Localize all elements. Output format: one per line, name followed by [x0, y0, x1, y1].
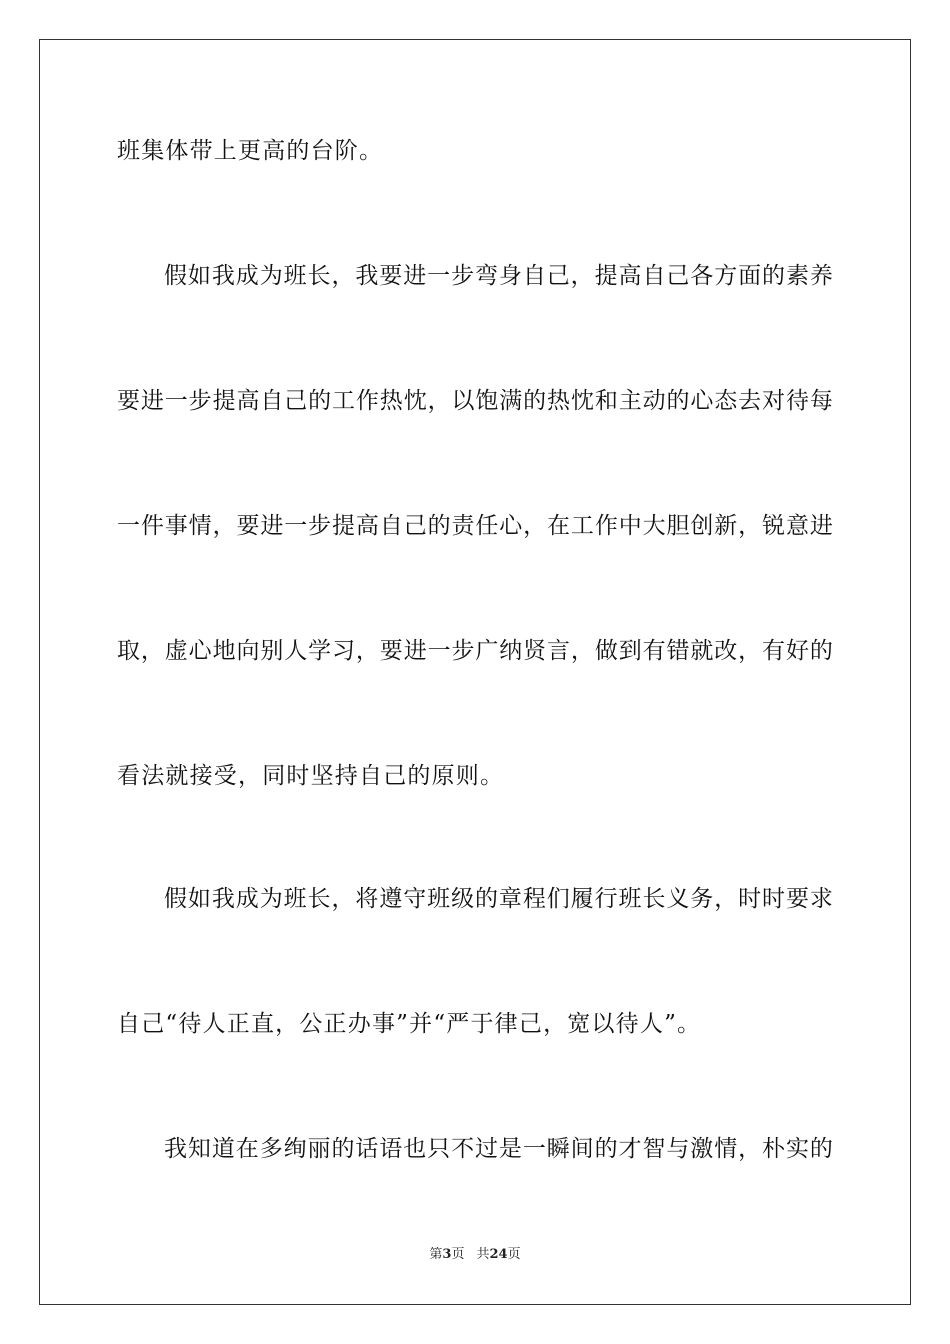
glyph: 广: [475, 638, 499, 664]
glyph: 提: [212, 388, 236, 414]
page-frame: [39, 39, 911, 1305]
glyph: 话: [355, 1136, 379, 1162]
glyph: 作: [355, 388, 379, 414]
glyph: 每: [809, 388, 833, 414]
glyph: 去: [738, 388, 762, 414]
text-line-3: [117, 386, 833, 416]
glyph: 热: [547, 388, 571, 414]
glyph: 才: [618, 1136, 642, 1162]
glyph: 心: [690, 388, 714, 414]
glyph: 过: [474, 1136, 498, 1162]
glyph: 素: [785, 263, 809, 289]
glyph: 面: [738, 263, 762, 289]
glyph: ，: [427, 388, 451, 414]
glyph: 工: [332, 388, 356, 414]
glyph: 的: [594, 1136, 618, 1162]
glyph: 错: [666, 638, 690, 664]
text-line-1: [117, 136, 833, 166]
glyph: 步: [308, 513, 332, 539]
glyph: 己: [284, 388, 308, 414]
footer-total-prefix: 共: [476, 1247, 490, 1262]
glyph: 的: [762, 263, 786, 289]
glyph: 大: [642, 513, 666, 539]
glyph: 在: [235, 1136, 259, 1162]
glyph: 间: [570, 1136, 594, 1162]
glyph: ，: [523, 513, 547, 539]
glyph: 步: [188, 388, 212, 414]
glyph: 提: [594, 263, 618, 289]
glyph: 要: [785, 886, 809, 912]
glyph: 自: [522, 263, 546, 289]
glyph: 为: [259, 263, 283, 289]
glyph: 语: [379, 1136, 403, 1162]
text-line-8: [117, 1009, 833, 1039]
glyph: 时: [762, 886, 786, 912]
glyph: 有: [642, 638, 666, 664]
glyph: 方: [714, 263, 738, 289]
glyph: 也: [403, 1136, 427, 1162]
glyph: 提: [332, 513, 356, 539]
line-text: [164, 1134, 833, 1164]
glyph: 只: [427, 1136, 451, 1162]
glyph: 对: [762, 388, 786, 414]
glyph: 道: [211, 1136, 235, 1162]
glyph: 我: [164, 1136, 187, 1162]
glyph: 地: [212, 638, 236, 664]
glyph: 以: [451, 388, 475, 414]
glyph: 言: [547, 638, 571, 664]
glyph: 胆: [666, 513, 690, 539]
glyph: 高: [618, 263, 642, 289]
glyph: 满: [499, 388, 523, 414]
page-footer: [0, 1246, 950, 1264]
glyph: 热: [379, 388, 403, 414]
glyph: 长: [307, 886, 331, 912]
glyph: 高: [355, 513, 379, 539]
glyph: 要: [117, 388, 140, 414]
glyph: 的: [308, 388, 332, 414]
glyph: 情: [714, 1136, 738, 1162]
glyph: 养: [809, 263, 833, 289]
glyph: 履: [570, 886, 594, 912]
glyph: ，: [570, 638, 594, 664]
glyph: 己: [403, 513, 427, 539]
glyph: 和: [594, 388, 618, 414]
text-line-9: [164, 1134, 833, 1164]
glyph: 级: [451, 886, 475, 912]
glyph: 习: [332, 638, 356, 664]
glyph: 心: [188, 638, 212, 664]
glyph: 一: [427, 263, 451, 289]
glyph: 做: [594, 638, 618, 664]
glyph: 进: [809, 513, 833, 539]
glyph: 的: [809, 638, 833, 664]
total-page-count: 24: [489, 1247, 508, 1262]
glyph: 任: [475, 513, 499, 539]
glyph: 要: [379, 263, 403, 289]
glyph: 己: [546, 263, 570, 289]
glyph: 班: [283, 886, 307, 912]
glyph: 瞬: [546, 1136, 570, 1162]
glyph: 忱: [403, 388, 427, 414]
text-line-7: [164, 884, 833, 914]
glyph: 新: [714, 513, 738, 539]
glyph: 动: [642, 388, 666, 414]
glyph: 身: [498, 263, 522, 289]
glyph: 待: [785, 388, 809, 414]
glyph: ，: [140, 638, 164, 664]
glyph: 工: [570, 513, 594, 539]
line-text: [117, 511, 833, 541]
glyph: 主: [618, 388, 642, 414]
glyph: 朴: [762, 1136, 786, 1162]
glyph: 多: [259, 1136, 283, 1162]
glyph: 进: [140, 388, 164, 414]
glyph: 虚: [164, 638, 188, 664]
glyph: ，: [738, 638, 762, 664]
glyph: 到: [618, 638, 642, 664]
glyph: 弯: [474, 263, 498, 289]
glyph: ，: [331, 263, 355, 289]
glyph: 纳: [499, 638, 523, 664]
glyph: 长: [307, 263, 331, 289]
glyph: 要: [236, 513, 260, 539]
line-text: 自己“待人正直，公正办事”并“严于律己，宽以待人”。: [117, 1011, 702, 1037]
glyph: 自: [260, 388, 284, 414]
glyph: 人: [284, 638, 308, 664]
glyph: 的: [523, 388, 547, 414]
glyph: 义: [666, 886, 690, 912]
glyph: 在: [547, 513, 571, 539]
glyph: 章: [498, 886, 522, 912]
glyph: 高: [236, 388, 260, 414]
glyph: 别: [260, 638, 284, 664]
glyph: 件: [140, 513, 164, 539]
glyph: 态: [714, 388, 738, 414]
glyph: 与: [666, 1136, 690, 1162]
glyph: 遵: [379, 886, 403, 912]
glyph: ，: [331, 886, 355, 912]
glyph: 心: [499, 513, 523, 539]
text-line-4: [117, 511, 833, 541]
glyph: 班: [427, 886, 451, 912]
glyph: 己: [666, 263, 690, 289]
glyph: 假: [164, 886, 187, 912]
glyph: 各: [690, 263, 714, 289]
glyph: 进: [260, 513, 284, 539]
glyph: 丽: [307, 1136, 331, 1162]
glyph: 绚: [283, 1136, 307, 1162]
glyph: 们: [546, 886, 570, 912]
text-line-6: [117, 761, 833, 791]
glyph: 好: [785, 638, 809, 664]
line-text: [164, 884, 833, 914]
glyph: 取: [117, 638, 140, 664]
glyph: 我: [211, 886, 235, 912]
glyph: 假: [164, 263, 187, 289]
glyph: 班: [618, 886, 642, 912]
glyph: 一: [427, 638, 451, 664]
line-text: [117, 636, 833, 666]
footer-page-suffix: 页: [451, 1247, 465, 1262]
glyph: 程: [522, 886, 546, 912]
glyph: 就: [690, 638, 714, 664]
glyph: 知: [187, 1136, 211, 1162]
glyph: 的: [331, 1136, 355, 1162]
glyph: 将: [355, 886, 379, 912]
glyph: ，: [714, 886, 738, 912]
glyph: 我: [355, 263, 379, 289]
glyph: 一: [522, 1136, 546, 1162]
glyph: 忱: [570, 388, 594, 414]
glyph: 向: [236, 638, 260, 664]
glyph: 行: [594, 886, 618, 912]
glyph: 中: [618, 513, 642, 539]
glyph: 的: [809, 1136, 833, 1162]
glyph: 的: [666, 388, 690, 414]
glyph: ，: [212, 513, 236, 539]
glyph: 如: [187, 263, 211, 289]
glyph: 的: [474, 886, 498, 912]
glyph: ，: [355, 638, 379, 664]
glyph: 饱: [475, 388, 499, 414]
glyph: 有: [762, 638, 786, 664]
glyph: 的: [427, 513, 451, 539]
glyph: 成: [235, 886, 259, 912]
glyph: 不: [451, 1136, 475, 1162]
glyph: 步: [451, 638, 475, 664]
glyph: 贤: [523, 638, 547, 664]
glyph: 实: [785, 1136, 809, 1162]
glyph: 求: [809, 886, 833, 912]
glyph: 智: [642, 1136, 666, 1162]
glyph: 创: [690, 513, 714, 539]
glyph: ，: [738, 513, 762, 539]
current-page-number: 3: [442, 1247, 452, 1262]
glyph: 为: [259, 886, 283, 912]
line-text: 班集体带上更高的台阶。: [117, 138, 384, 164]
line-text: 看法就接受，同时坚持自己的原则。: [117, 763, 505, 789]
glyph: 锐: [762, 513, 786, 539]
glyph: ，: [570, 263, 594, 289]
glyph: 一: [284, 513, 308, 539]
glyph: 激: [690, 1136, 714, 1162]
glyph: ，: [738, 1136, 762, 1162]
glyph: 事: [164, 513, 188, 539]
glyph: 作: [594, 513, 618, 539]
glyph: 步: [451, 263, 475, 289]
line-text: [117, 386, 833, 416]
glyph: 班: [283, 263, 307, 289]
glyph: 改: [714, 638, 738, 664]
glyph: 我: [211, 263, 235, 289]
glyph: 进: [403, 638, 427, 664]
glyph: 要: [379, 638, 403, 664]
glyph: 长: [642, 886, 666, 912]
glyph: 自: [379, 513, 403, 539]
line-text: [164, 261, 833, 291]
glyph: 成: [235, 263, 259, 289]
text-line-5: [117, 636, 833, 666]
footer-total-suffix: 页: [507, 1247, 521, 1262]
glyph: 务: [690, 886, 714, 912]
glyph: 是: [498, 1136, 522, 1162]
glyph: 时: [738, 886, 762, 912]
glyph: 一: [164, 388, 188, 414]
glyph: 守: [403, 886, 427, 912]
glyph: 责: [451, 513, 475, 539]
glyph: 情: [188, 513, 212, 539]
glyph: 意: [785, 513, 809, 539]
text-line-2: [164, 261, 833, 291]
footer-prefix: 第: [429, 1247, 443, 1262]
glyph: 自: [642, 263, 666, 289]
glyph: 学: [308, 638, 332, 664]
glyph: 如: [187, 886, 211, 912]
glyph: 进: [403, 263, 427, 289]
glyph: 一: [117, 513, 140, 539]
